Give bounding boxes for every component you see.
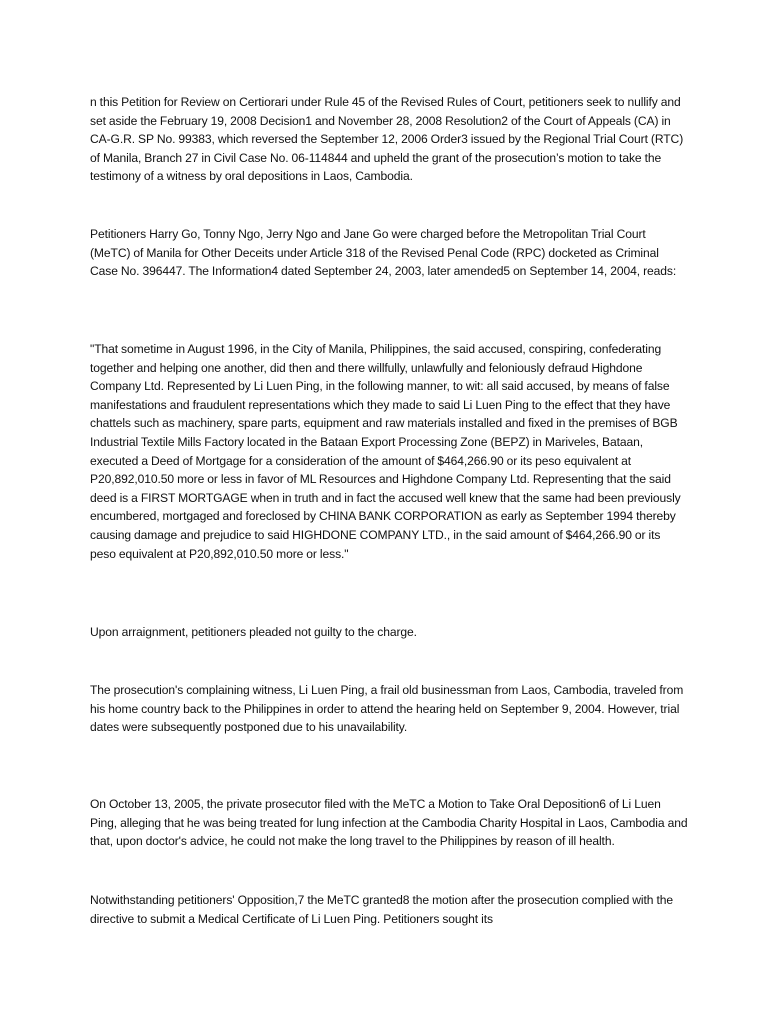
paragraph-charges: Petitioners Harry Go, Tonny Ngo, Jerry Ngo and Jane Go were charged before the Metropolitan Trial Court (MeTC) of Manila for Other Deceits under Article 318 of the Revised Penal Code (RPC) docketed as Criminal Case No. 396447. The Information4 dated September 24, 2003, later amended5 on September 14, 2004, reads: (90, 227, 677, 279)
paragraph-opposition: Notwithstanding petitioners' Opposition,7 the MeTC granted8 the motion after the prosecution complied with the directive to submit a Medical Certificate of Li Luen Ping. Petitioners sought its (90, 893, 673, 926)
paragraph-motion-deposition: On October 13, 2005, the private prosecutor filed with the MeTC a Motion to Take Oral Deposition6 of Li Luen Ping, alleging that he was being treated for lung infection at the Cambodia Charity Hospital in Laos, Cambodia and that, upon doctor's advice, he could not make the long travel to the Philippines by reason of ill health. (90, 797, 688, 849)
paragraph-arraignment: Upon arraignment, petitioners pleaded not guilty to the charge. (90, 625, 417, 639)
paragraph-complaining-witness: The prosecution's complaining witness, Li Luen Ping, a frail old businessman from Laos, Cambodia, traveled from his home country back to the Philippines in order to attend the hearing held on September 9, 2004. However, trial dates were subsequently postponed due to his unavailability. (90, 683, 684, 735)
paragraph-petition-intro: n this Petition for Review on Certiorari under Rule 45 of the Revised Rules of Court, petitioners seek to nullify and set aside the February 19, 2008 Decision1 and November 28, 2008 Resolution2 of the Court of Appeals (CA) in CA-G.R. SP No. 99383, which reversed the September 12, 2006 Order3 issued by the Regional Trial Court (RTC) of Manila, Branch 27 in Civil Case No. 06-114844 and upheld the grant of the prosecution’s motion to take the testimony of a witness by oral depositions in Laos, Cambodia. (90, 95, 684, 184)
paragraph-information-quote: "That sometime in August 1996, in the City of Manila, Philippines, the said accused, conspiring, confederating together and helping one another, did then and there willfully, unlawfully and feloniously defraud Highdone Company Ltd. Represented by Li Luen Ping, in the following manner, to wit: all said accused, by means of false manifestations and fraudulent representations which they made to said Li Luen Ping to the effect that they have chattels such as machinery, spare parts, equipment and raw materials installed and fixed in the premises of BGB Industrial Textile Mills Factory located in the Bataan Export Processing Zone (BEPZ) in Mariveles, Bataan, executed a Deed of Mortgage for a consideration of the amount of $464,266.90 or its peso equivalent at P20,892,010.50 more or less in favor of ML Resources and Highdone Company Ltd. Representing that the said deed is a FIRST MORTGAGE when in truth and in fact the accused well knew that the same had been previously encumbered, mortgaged and foreclosed by CHINA BANK CORPORATION as early as September 1994 thereby causing damage and prejudice to said HIGHDONE COMPANY LTD., in the said amount of $464,266.90 or its peso equivalent at P20,892,010.50 more or less." (90, 342, 681, 561)
